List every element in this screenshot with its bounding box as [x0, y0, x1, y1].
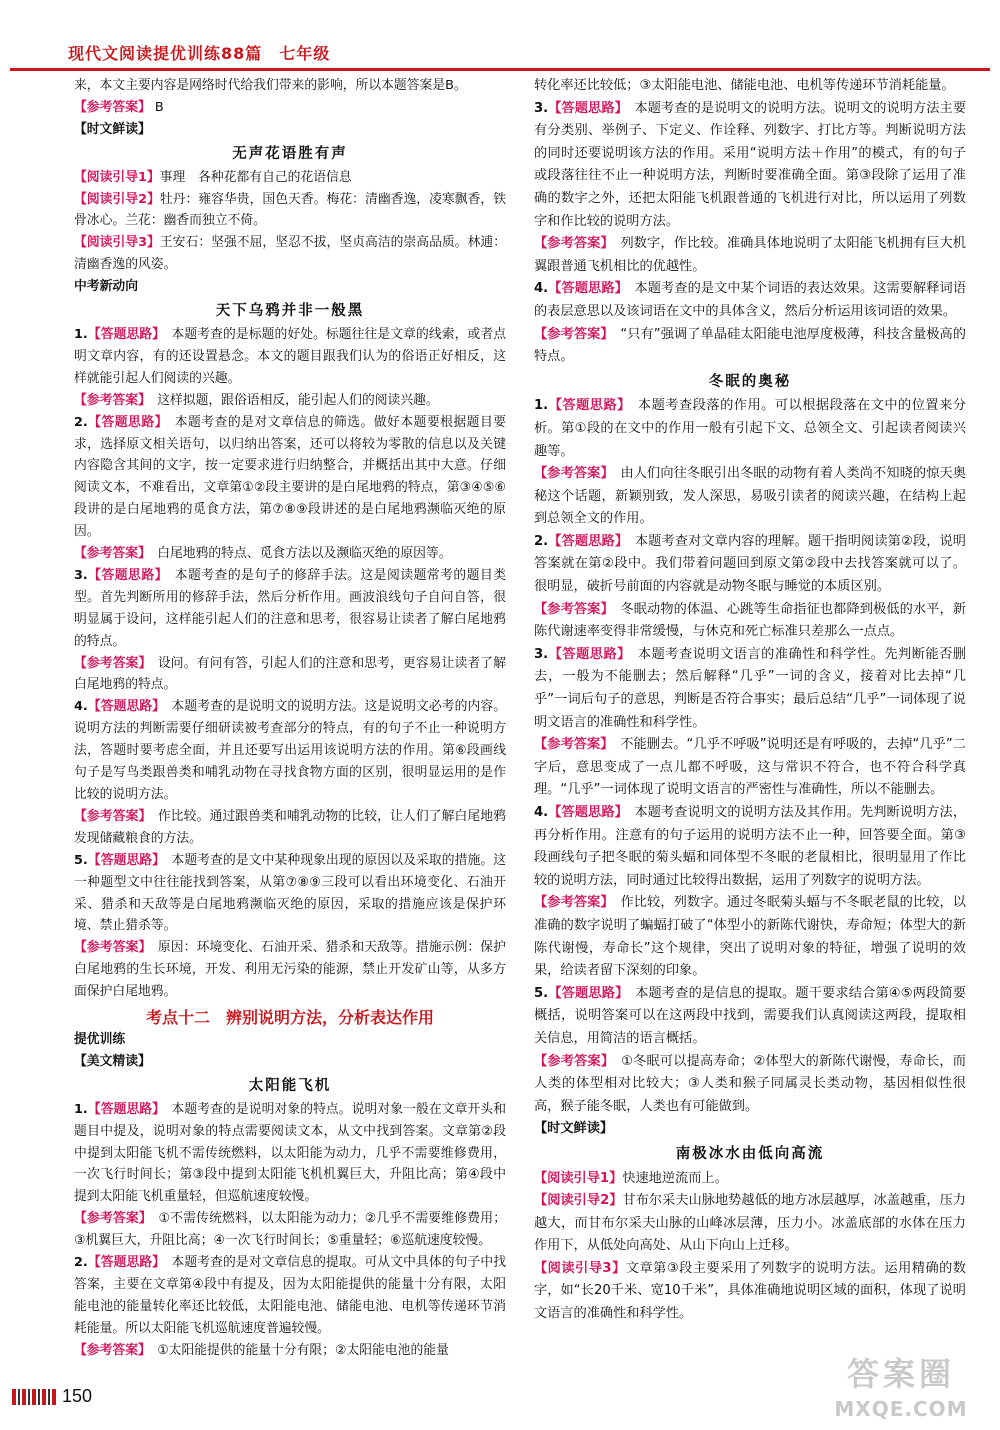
paragraph-text: 王安石：坚强不屈，坚忍不拔，坚贞高洁的崇高品质。林逋：清幽香逸的风姿。	[74, 235, 507, 273]
answer-label: 【参考答案】	[74, 392, 145, 408]
answer-paragraph	[74, 937, 506, 1003]
answer-label: 【答题思路】	[548, 398, 625, 414]
answer-label: 【参考答案】	[74, 1342, 145, 1358]
paragraph-text: 本题考查的是说明对象的特点。说明对象一般在文章开头和题目中提及，说明对象的特点需要阅读文本，从文中找到答案。文章第②段中提到太阳能飞机不需传统燃料，以太阳能为动力，几乎不需要维修费用，一次飞行时间长；第③段中提到太阳能飞机机翼巨大，升阻比高；第④段中提到太阳能飞机重量轻，但巡航速度较慢。	[74, 1101, 507, 1205]
left-column	[74, 75, 506, 1362]
article-title: 南极冰水由低向高流	[675, 1144, 825, 1162]
answer-paragraph	[534, 395, 966, 463]
answer-label: 【答题思路】	[87, 1101, 159, 1117]
answer-label: 【答题思路】	[548, 281, 622, 297]
answer-paragraph	[534, 599, 966, 644]
paragraph-text: 本题考查说明文的说明方法及其作用。先判断说明方法，再分析作用。注意有的句子运用的说明方法不止一种，回答要全面。第③段画线句子把冬眠的菊头蝠和同体型不冬眠的老鼠相比，很明显用了作比较的说明方法，同时通过比较得出数据，运用了列数字的说明方法。	[534, 805, 967, 888]
paragraph-text: 本题考查的是对文章信息的提取。可从文中具体的句子中找答案，主要在文章第④段中有提及，因为太阳能提供的能量十分有限，太阳能电池的能量转化率还比较低，太阳能电池、储能电池、电机等传递环节消耗能量。所以太阳能飞机巡航速度普遍较慢。	[74, 1255, 507, 1336]
paragraph-text: ①冬眠可以提高寿命；②体型大的新陈代谢慢，寿命长，而人类的体型相对比较大；③人类和猴子同属灵长类动物，基因相似性很高，猴子能冬眠，人类也有可能做到。	[534, 1053, 966, 1114]
answer-label: 【参考答案】	[534, 601, 608, 617]
answer-paragraph	[534, 463, 966, 531]
answer-label: 【参考答案】	[534, 895, 608, 911]
answer-label: 【参考答案】	[74, 99, 151, 115]
answer-paragraph	[74, 324, 506, 390]
answer-label: 【阅读引导3】	[74, 235, 160, 251]
answer-label: 【阅读引导1】	[74, 169, 160, 185]
paragraph-text: 本题考查的是句子的修辞手法。这是阅读题常考的题目类型。首先判断所用的修辞手法，然后分析作用。画波浪线句子自问自答，很明显属于设问，这样能引起人们的注意和思考，很容易让读者了解白尾地鸦的特点。	[74, 567, 507, 649]
answer-label: 【参考答案】	[74, 546, 145, 562]
answer-label: 【答题思路】	[548, 805, 622, 820]
answer-label: 【答题思路】	[87, 414, 162, 430]
answer-label: 【参考答案】	[534, 236, 608, 252]
question-number: 4.	[74, 699, 88, 715]
answer-label: 【参考答案】	[74, 940, 145, 956]
answer-paragraph	[74, 167, 506, 189]
section-heading: 【时文鲜读】	[534, 1121, 614, 1137]
answer-paragraph	[74, 806, 506, 850]
watermark-bottom: MXQE.COM	[834, 1397, 968, 1421]
paragraph-text: 本题考查的是对文章信息的筛选。做好本题要根据题目要求，选择原文相关语句，以归纳出答案，还可以将较为零散的信息以及关键内容隐含其间的文字，按一定要求进行归纳整合，并概括出其中大意。仔细阅读文本，不难看出，文章第①②段主要讲的是白尾地鸦的特点，第③④⑤⑥段讲的是白尾地鸦的觅食方法，第⑦⑧⑨段讲述的是白尾地鸦濒临灭绝的原因。	[74, 414, 507, 540]
section-heading: 提优训练	[74, 1031, 126, 1047]
answer-paragraph	[534, 75, 966, 98]
paragraph-text: 转化率还比较低；③太阳能电池、储能电池、电机等传递环节消耗能量。	[534, 78, 955, 93]
answer-label: 【答题思路】	[87, 326, 159, 342]
paragraph-text: 本题考查的是文中某种现象出现的原因以及采取的措施。这一种题型文中往往能找到答案，从第⑦⑧⑨三段可以看出环境变化、石油开采、猎杀和天敌等是白尾地鸦濒临灭绝的原因，采取的措施应该是保护环境、禁止猎杀等。	[74, 852, 507, 934]
paragraph-text: 本题考查的是说明文的说明方法。这是说明文必考的内容。说明方法的判断需要仔细研读被考查部分的特点，有的句子不止一种说明方法，答题时要考虑全面，并且还要写出运用该说明方法的作用。第⑥段画线句子是写鸟类跟兽类和哺乳动物在寻找食物方面的区别，很明显运用的是作比较的说明方法。	[74, 699, 507, 802]
paragraph-text: 本题考查的是文中某个词语的表达效果。这需要解释词语的表层意思以及该词语在文中的具体含义，然后分析运用该词语的效果。	[534, 281, 967, 319]
answer-paragraph	[74, 412, 506, 543]
answer-label: 【阅读引导2】	[74, 191, 160, 207]
answer-paragraph	[534, 233, 966, 278]
question-number: 2.	[534, 533, 549, 549]
question-number: 3.	[534, 646, 549, 662]
answer-paragraph	[74, 653, 506, 697]
footer-decoration	[12, 1389, 58, 1405]
paragraph-text: 这样拟题，跟俗语相反，能引起人们的阅读兴趣。	[144, 392, 439, 408]
article-title: 太阳能飞机	[248, 1076, 332, 1094]
paragraph-text: 不能删去。“几乎不呼吸”说明还是有呼吸的，去掉“几乎”二字后，意思变成了一点儿都不呼吸，这与常识不符合，也不符合科学真理。“几乎”一词体现了说明文语言的严密性与准确性，所以不能删去。	[534, 737, 967, 798]
right-column	[534, 75, 966, 1326]
paragraph-text: 本题考查的是说明文的说明方法。说明文的说明方法主要有分类别、举例子、下定义、作诠释、列数字、打比方等。判断说明方法的同时还要说明该方法的作用。采用“说明方法＋作用”的模式，有的句子或段落往往不止一种说明方法，判断时要准确全面。第③段除了运用了准确的数字之外，还把太阳能飞机跟普通的飞机进行对比，所以运用了列数字和作比较的说明方法。	[534, 100, 967, 229]
paragraph-text: ①太阳能提供的能量十分有限；②太阳能电池的能量	[144, 1342, 449, 1358]
article-title: 无声花语胜有声	[232, 144, 348, 162]
answer-paragraph	[534, 1168, 966, 1191]
answer-paragraph	[74, 850, 506, 938]
answer-paragraph	[74, 543, 506, 565]
topic-title: 考点十二 辨别说明方法，分析表达作用	[145, 1008, 434, 1028]
paragraph-text: 牡丹：雍容华贵，国色天香。梅花：清幽香逸，凌寒飘香，铁骨冰心。兰花：幽香而独立不倚。	[74, 191, 507, 229]
answer-label: 【参考答案】	[534, 1053, 608, 1069]
answer-label: 【参考答案】	[74, 1211, 146, 1227]
paragraph-text: 快速地逆流而上。	[622, 1170, 728, 1186]
answer-paragraph	[534, 1258, 966, 1326]
article-title: 冬眠的奥秘	[708, 372, 792, 390]
question-number: 5.	[74, 852, 88, 868]
answer-paragraph	[534, 644, 966, 734]
answer-label: 【参考答案】	[74, 808, 145, 824]
answer-paragraph	[74, 565, 506, 653]
answer-paragraph	[534, 734, 966, 802]
question-number: 2.	[74, 1255, 88, 1271]
answer-paragraph	[534, 278, 966, 323]
answer-label: 【参考答案】	[534, 466, 608, 482]
answer-label: 【答题思路】	[87, 567, 162, 583]
answer-paragraph	[74, 390, 506, 412]
section-heading: 【时文鲜读】	[74, 121, 151, 137]
paragraph-text: 本题考查说明文语言的准确性和科学性。先判断能否删去，一般为不能删去；然后解释“几乎”一词的含义，接着对比去掉“几乎”一词后句子的意思，判断是否符合事实；最后总结“几乎”一词体现了说明文语言的准确性和科学性。	[534, 646, 966, 730]
answer-label: 【参考答案】	[534, 737, 607, 753]
paragraph-text: 作比较。通过跟兽类和哺乳动物的比较，让人们了解白尾地鸦发现储藏粮食的方法。	[74, 808, 506, 846]
paragraph-text: ①不需传统燃料，以太阳能为动力；②几乎不需要维修费用；③机翼巨大，升阻比高；④一次飞行时间长；⑤重量轻；⑥巡航速度较慢。	[74, 1211, 506, 1249]
answer-paragraph	[74, 1252, 506, 1340]
answer-label: 【答题思路】	[548, 100, 622, 116]
question-number: 4.	[534, 281, 549, 297]
paragraph-text: 白尾地鸦的特点、觅食方法以及濒临灭绝的原因等。	[144, 546, 452, 562]
answer-paragraph	[74, 232, 506, 276]
paragraph-text: 作比较，列数字。通过冬眠菊头蝠与不冬眠老鼠的比较，以准确的数字说明了蝙蝠打破了“体型小的新陈代谢快，寿命短；体型大的新陈代谢慢，寿命长”这个规律，突出了说明对象的特征，增强了说明的效果，给读者留下深刻的印象。	[534, 895, 966, 979]
paragraph-text: 本题考查的是信息的提取。题干要求结合第④⑤两段简要概括，说明答案可以在这两段中找到，需要我们认真阅读这两段，提取相关信息，用简洁的语言概括。	[534, 985, 966, 1046]
answer-paragraph	[74, 1340, 506, 1362]
question-number: 4.	[534, 805, 549, 820]
paragraph-text: 设问。有问有答，引起人们的注意和思考，更容易让读者了解白尾地鸦的特点。	[74, 655, 506, 693]
paragraph-text: 由人们向往冬眠引出冬眠的动物有着人类尚不知晓的惊天奥秘这个话题，新颖别致，发人深思，易吸引读者的阅读兴趣，在结构上起到总领全文的作用。	[534, 466, 966, 527]
answer-label: 【答题思路】	[87, 699, 159, 715]
answer-paragraph	[534, 983, 966, 1051]
answer-paragraph	[534, 531, 966, 599]
paragraph-text: 甘布尔采夫山脉地势越低的地方冰层越厚，冰盖越重，压力越大，而甘布尔采夫山脉的山峰冰层薄，压力小。冰盖底部的水体在压力作用下，从低处向高处、从山下向山上迁移。	[534, 1193, 966, 1254]
question-number: 3.	[74, 567, 88, 583]
answer-label: 【阅读引导1】	[534, 1170, 623, 1186]
page-header	[10, 40, 990, 71]
answer-label: 【答题思路】	[548, 533, 622, 549]
answer-paragraph	[534, 1190, 966, 1258]
section-heading: 【美文精读】	[74, 1053, 151, 1069]
question-number: 1.	[74, 1101, 88, 1117]
answer-paragraph	[74, 189, 506, 233]
answer-paragraph	[534, 324, 966, 369]
question-number: 1.	[534, 398, 549, 414]
paragraph-text: 本题考查的是标题的好处。标题往往是文章的线索，或者点明文章内容，有的还设置悬念。本文的题目跟我们认为的俗语正好相反，这样就能引起人们阅读的兴趣。	[74, 326, 507, 386]
answer-label: 【答题思路】	[87, 852, 159, 868]
paragraph-text: 本题考查对文章内容的理解。题干指明阅读第②段，说明答案就在第②段中。我们带着问题回到原文第②段中去找答案就可以了。很明显，破折号前面的内容就是动物冬眠与睡觉的本质区别。	[534, 533, 966, 595]
paragraph-text: 本题考查段落的作用。可以根据段落在文中的位置来分析。第①段的在文中的作用一般有引起下文、总领全文、引起读者阅读兴趣等。	[534, 398, 966, 459]
answer-paragraph	[74, 1099, 506, 1209]
paragraph-text: 列数字，作比较。准确具体地说明了太阳能飞机拥有巨大机翼跟普通飞机相比的优越性。	[534, 236, 966, 274]
answer-paragraph	[534, 802, 966, 892]
paragraph-text: 冬眠动物的体温、心跳等生命指征也都降到极低的水平，新陈代谢速率变得非常缓慢，与休克和死亡标准只差那么一点点。	[534, 601, 966, 640]
answer-paragraph	[74, 1208, 506, 1252]
answer-label: 【答题思路】	[87, 1255, 159, 1271]
question-number: 5.	[534, 985, 549, 1001]
answer-paragraph	[534, 1051, 966, 1119]
page-footer	[12, 1384, 92, 1410]
answer-label: 【参考答案】	[534, 326, 608, 342]
answer-label: 【答题思路】	[548, 646, 625, 662]
answer-paragraph	[74, 696, 506, 806]
answer-label: 【参考答案】	[74, 655, 145, 671]
answer-paragraph	[74, 97, 506, 119]
watermark-top: 答案圈	[846, 1355, 955, 1393]
header-title: 现代文阅读提优训练88篇 七年级	[68, 44, 331, 63]
paragraph-text: 来，本文主要内容是网络时代给我们带来的影响，所以本题答案是B。	[74, 78, 467, 93]
paragraph-text: “只有”强调了单晶硅太阳能电池厚度极薄，科技含量极高的特点。	[534, 326, 966, 365]
question-number: 2.	[74, 414, 88, 430]
answer-paragraph	[534, 892, 966, 982]
page-number: 150	[61, 1386, 92, 1407]
paragraph-text: 原因：环境变化、石油开采、猎杀和天敌等。措施示例：保护白尾地鸦的生长环境，开发、利用无污染的能源，禁止开发矿山等，从多方面保护白尾地鸦。	[74, 940, 506, 1000]
paragraph-text: B	[150, 99, 164, 115]
article-title: 天下乌鸦并非一般黑	[215, 302, 365, 320]
answer-label: 【答题思路】	[548, 985, 622, 1001]
answer-paragraph	[534, 98, 966, 234]
answer-paragraph	[74, 75, 506, 97]
question-number: 3.	[534, 100, 549, 116]
paragraph-text: 文章第③段主要采用了列数字的说明方法。运用精确的数字，如“长20千米、宽10千米”，具体准确地说明区域的面积，体现了说明文语言的准确性和科学性。	[534, 1260, 966, 1322]
answer-label: 【阅读引导3】	[534, 1260, 626, 1276]
question-number: 1.	[74, 326, 88, 342]
section-heading: 中考新动向	[74, 279, 138, 295]
answer-label: 【阅读引导2】	[534, 1193, 623, 1209]
watermark-logo	[816, 1352, 986, 1428]
paragraph-text: 事理 各种花都有自己的花语信息	[159, 169, 352, 185]
